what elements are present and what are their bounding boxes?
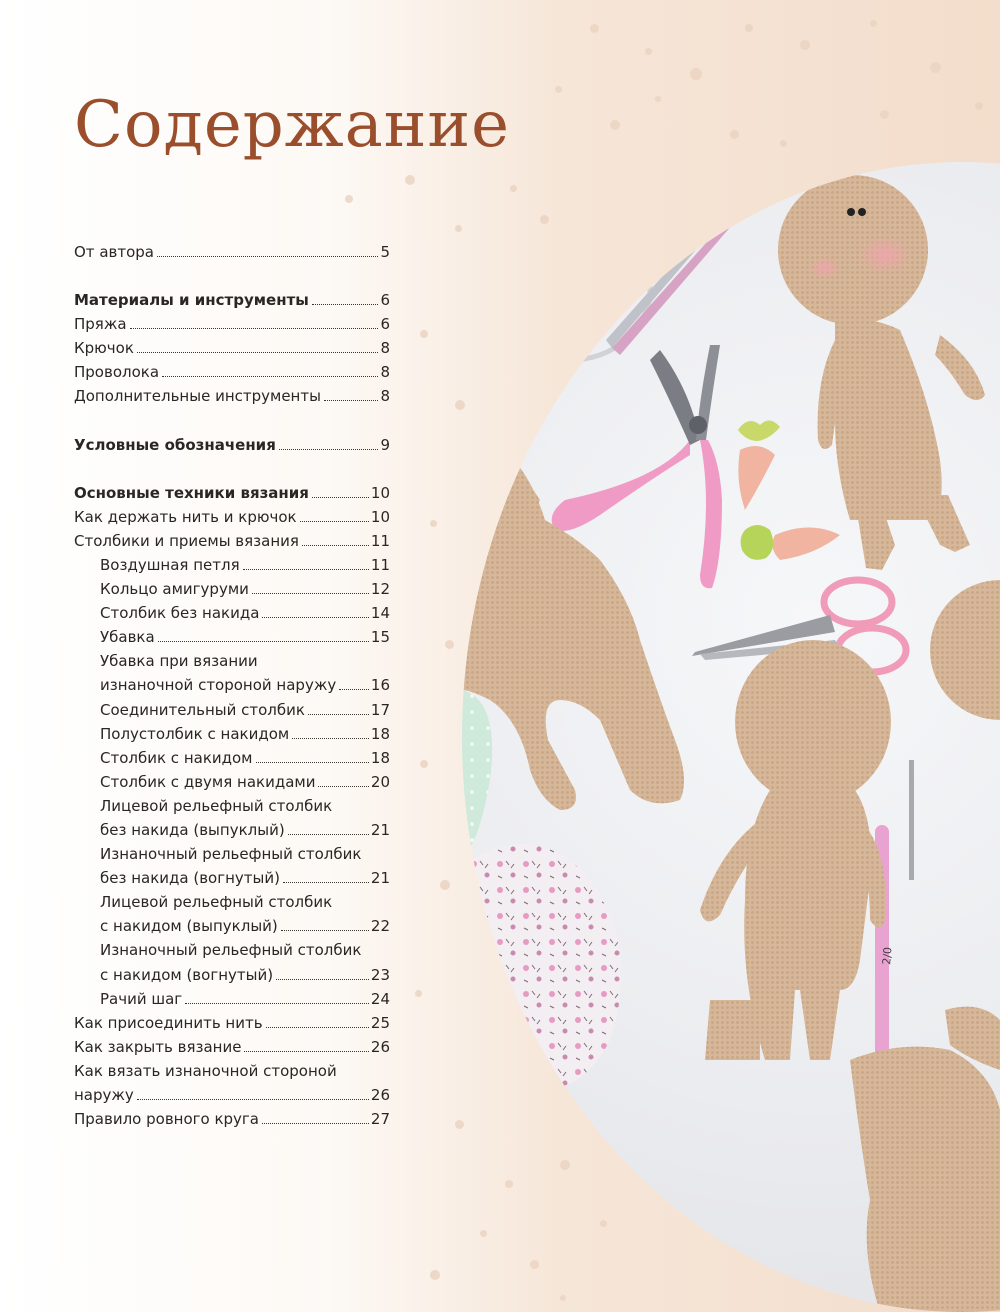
toc-entry-label: Соединительный столбик [100, 700, 305, 719]
toc-entry-label: Воздушная петля [100, 555, 240, 574]
toc-leader-dots [308, 714, 369, 715]
toc-entry-label: Как вязать изнаночной стороной [74, 1061, 337, 1080]
toc-entry[interactable] [74, 698, 390, 722]
toc-entry-label: Убавка [100, 628, 155, 647]
toc-entry-label: Столбик с двумя накидами [100, 772, 316, 791]
toc-entry-label: без накида (выпуклый) [100, 820, 285, 839]
toc-entry-label: Лицевой рельефный столбик [100, 796, 333, 815]
toc-spacer [74, 457, 390, 481]
toc-leader-dots [185, 1003, 369, 1004]
toc-entry-label: Как присоединить нить [74, 1013, 263, 1032]
toc-leader-dots [243, 569, 369, 570]
toc-entry-label: с накидом (вогнутый) [100, 965, 274, 984]
toc-entry[interactable] [74, 1011, 390, 1035]
toc-entry[interactable] [74, 1035, 390, 1059]
toc-page-number: 15 [370, 628, 390, 647]
toc-page-number: 25 [370, 1013, 390, 1032]
toc-entry-label: Изнаночный рельефный столбик [100, 941, 362, 960]
toc-entry[interactable] [74, 505, 390, 529]
toc-spacer [74, 409, 390, 433]
toc-entry-label: Столбики и приемы вязания [74, 531, 299, 550]
toc-entry-label: с накидом (выпуклый) [100, 917, 278, 936]
toc-page-number: 23 [370, 965, 390, 984]
toc-entry[interactable] [74, 963, 390, 987]
toc-page-number: 26 [370, 1086, 390, 1104]
toc-entry-label: Пряжа [74, 315, 127, 334]
photo-frame [462, 162, 1000, 1312]
toc-page-number: 17 [370, 700, 390, 719]
toc-leader-dots [157, 256, 378, 257]
toc-entry-label: без накида (вогнутый) [100, 869, 280, 888]
amigurumi-doll [462, 430, 684, 810]
toc-section-heading[interactable] [74, 433, 390, 457]
mint-fabric [462, 690, 492, 860]
toc-page-number: 10 [370, 507, 390, 526]
toc-entry-label: Условные обозначения [74, 435, 276, 454]
toc-page-number: 8 [380, 339, 390, 358]
toc-page-number: 21 [370, 820, 390, 839]
toc-leader-dots [266, 1027, 369, 1028]
toc-entry[interactable] [74, 842, 390, 866]
page-title: Содержание [74, 88, 510, 162]
toc-entry-label: Столбик без накида [100, 604, 260, 623]
toc-leader-dots [318, 786, 368, 787]
toc-entry[interactable] [74, 384, 390, 408]
toc-leader-dots [281, 930, 369, 931]
table-of-contents [74, 240, 390, 1131]
toc-page-number: 18 [370, 748, 390, 767]
toc-leader-dots [256, 762, 369, 763]
toc-page-number: 26 [370, 1037, 390, 1056]
toc-entry-label: Рачий шаг [100, 989, 183, 1008]
toc-leader-dots [276, 979, 369, 980]
toc-entry-label: Проволока [74, 363, 160, 382]
tweezers [606, 200, 745, 355]
toc-entry-label: Основные техники вязания [74, 483, 309, 502]
toc-entry[interactable] [74, 866, 390, 890]
toc-page-number: 20 [370, 772, 390, 791]
toc-entry-label: Крючок [74, 339, 134, 358]
toc-leader-dots [300, 521, 369, 522]
toc-leader-dots [279, 449, 379, 450]
toc-entry-label: Правило ровного круга [74, 1110, 259, 1129]
amigurumi-doll [700, 640, 891, 1060]
yarn-strand [600, 1200, 820, 1293]
toc-entry[interactable] [74, 240, 390, 264]
toc-leader-dots [283, 882, 369, 883]
toc-page-number: 14 [370, 604, 390, 623]
toc-entry[interactable] [74, 1059, 390, 1083]
toc-page-number: 8 [380, 363, 390, 382]
crochet-carrot [741, 525, 840, 560]
toc-page-number: 11 [370, 555, 390, 574]
toc-leader-dots [130, 328, 379, 329]
toc-entry-label: Материалы и инструменты [74, 291, 309, 310]
toc-entry-label: Убавка при вязании [100, 652, 258, 671]
toc-page-number: 10 [370, 483, 390, 502]
toc-entry[interactable] [74, 577, 390, 601]
toc-entry[interactable] [74, 312, 390, 336]
toc-section-heading[interactable] [74, 288, 390, 312]
toc-page-number: 12 [370, 580, 390, 599]
toc-entry[interactable] [74, 987, 390, 1011]
toc-leader-dots [262, 1123, 369, 1124]
toc-page-number: 21 [370, 869, 390, 888]
toc-entry[interactable] [74, 746, 390, 770]
toc-leader-dots [288, 834, 369, 835]
toc-page-number: 11 [370, 531, 390, 550]
crochet-carrot [738, 420, 780, 510]
toc-entry[interactable] [74, 360, 390, 384]
toc-entry[interactable] [74, 625, 390, 649]
toc-page-number: 6 [380, 315, 390, 334]
toc-page-number: 22 [370, 917, 390, 936]
amigurumi-doll [778, 175, 985, 570]
toc-page-number: 5 [380, 243, 390, 261]
toc-entry[interactable] [74, 914, 390, 938]
floral-fabric [462, 844, 621, 1090]
toc-leader-dots [324, 400, 379, 401]
toc-page-number: 8 [380, 387, 390, 406]
toc-leader-dots [292, 738, 369, 739]
toc-leader-dots [312, 304, 379, 305]
toc-entry[interactable] [74, 529, 390, 553]
toc-page-number: 27 [370, 1110, 390, 1129]
toc-page-number: 6 [380, 291, 390, 310]
toc-entry-label: Лицевой рельефный столбик [100, 893, 333, 912]
toc-entry-label: наружу [74, 1086, 134, 1104]
toc-leader-dots [137, 352, 379, 353]
toc-entry-label: Как держать нить и крючок [74, 507, 297, 526]
toc-entry[interactable] [74, 1107, 390, 1131]
toc-page-number: 24 [370, 989, 390, 1008]
toc-entry[interactable] [74, 601, 390, 625]
toc-entry[interactable] [74, 553, 390, 577]
toc-leader-dots [339, 689, 369, 690]
toc-leader-dots [252, 593, 369, 594]
toc-leader-dots [262, 617, 369, 618]
toc-entry-label: От автора [74, 243, 154, 261]
toc-entry-label: изнаночной стороной наружу [100, 676, 337, 695]
toc-spacer [74, 264, 390, 288]
toc-entry-label: Полустолбик с накидом [100, 724, 290, 743]
toc-entry-label: Как закрыть вязание [74, 1037, 242, 1056]
toc-entry[interactable] [74, 770, 390, 794]
toc-entry-label: Изнаночный рельефный столбик [100, 845, 362, 864]
toc-entry-label: Столбик с накидом [100, 748, 253, 767]
toc-page-number: 16 [370, 676, 390, 695]
toc-page-number: 18 [370, 724, 390, 743]
toc-section-heading[interactable] [74, 481, 390, 505]
amigurumi-photo [462, 162, 1000, 1312]
toc-entry[interactable] [74, 722, 390, 746]
toc-page-number: 9 [380, 435, 390, 454]
toc-leader-dots [162, 376, 378, 377]
toc-leader-dots [158, 641, 369, 642]
toc-entry-label: Кольцо амигуруми [100, 580, 249, 599]
toc-leader-dots [302, 545, 369, 546]
toc-leader-dots [312, 497, 369, 498]
svg-text:2/0: 2/0 [880, 946, 895, 966]
toc-entry[interactable] [74, 649, 390, 673]
toc-entry[interactable] [74, 336, 390, 360]
toc-leader-dots [137, 1099, 369, 1100]
toc-entry[interactable] [74, 673, 390, 697]
toc-entry-label: Дополнительные инструменты [74, 387, 321, 406]
toc-entry[interactable] [74, 938, 390, 962]
toc-entry[interactable] [74, 890, 390, 914]
toc-entry[interactable] [74, 1083, 390, 1107]
toc-entry[interactable] [74, 818, 390, 842]
toc-entry[interactable] [74, 794, 390, 818]
toc-leader-dots [244, 1051, 368, 1052]
